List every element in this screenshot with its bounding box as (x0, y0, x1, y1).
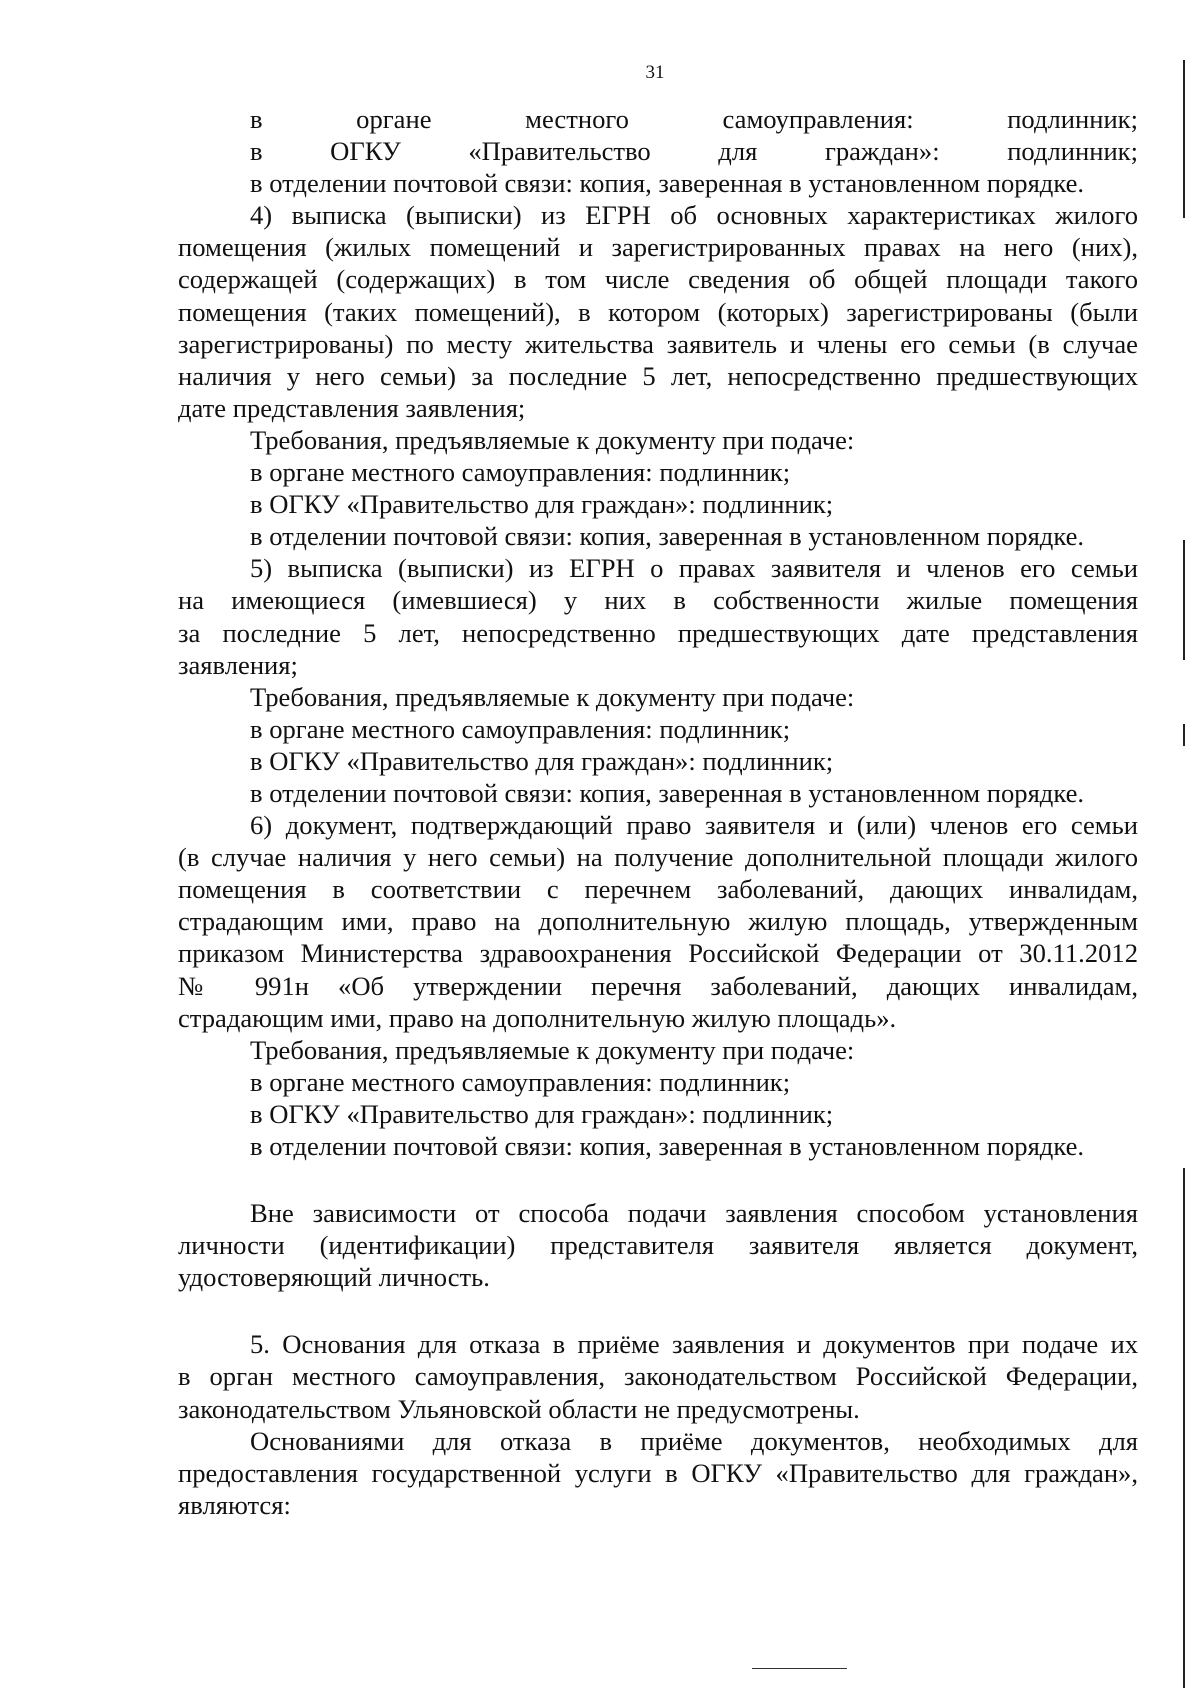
text-line: дате представления заявления; (178, 392, 526, 423)
text-line: в ОГКУ «Правительство для граждан»: подлинник; (250, 745, 834, 776)
text-line: за последние 5 лет, непосредственно предшествующих дате представления (178, 617, 1138, 648)
text-line: помещения (жилых помещений и зарегистрированных правах на него (них), (178, 232, 1138, 263)
text-line: помещения (таких помещений), в котором (которых) зарегистрированы (были (178, 296, 1138, 327)
scan-edge-line (1183, 1168, 1185, 1688)
text-line: в ОГКУ «Правительство для граждан»: подлинник; (250, 489, 834, 520)
text-line: являются: (178, 1489, 291, 1520)
paragraph-spacer (178, 1162, 1138, 1197)
document-body (178, 103, 1138, 1521)
text-line: содержащей (содержащих) в том числе сведения об общей площади такого (178, 264, 1138, 295)
text-line: в отделении почтовой связи: копия, заверенная в установленном порядке. (250, 1131, 1085, 1161)
text-line: в орган местного самоуправления, законодательством Российской Федерации, (178, 1361, 1138, 1392)
text-line: Вне зависимости от способа подачи заявления способом установления (250, 1198, 1138, 1229)
text-line: в органе местного самоуправления: подлинник; (250, 457, 791, 488)
scan-edge-line (1183, 60, 1185, 218)
scan-edge-line (1183, 540, 1185, 660)
scan-edge-line (1183, 724, 1185, 746)
text-line: предоставления государственной услуги в ОГКУ «Правительство для граждан», (178, 1457, 1138, 1488)
text-line: страдающим ими, право на дополнительную жилую площадь, утвержденным (178, 906, 1138, 937)
text-line: в ОГКУ «Правительство для граждан»: подлинник; (250, 1098, 834, 1129)
text-line: зарегистрированы) по месту жительства заявитель и члены его семьи (в случае (178, 328, 1138, 359)
text-line: в ОГКУ «Правительство для граждан»: подлинник; (250, 136, 1138, 167)
text-line: в органе местного самоуправления: подлинник; (250, 1066, 791, 1097)
text-line: страдающим ими, право на дополнительную жилую площадь». (178, 1002, 897, 1033)
text-line: 4) выписка (выписки) из ЕГРН об основных характеристиках жилого (250, 200, 1138, 231)
text-line: в органе местного самоуправления: подлинник; (250, 713, 791, 744)
text-line: Основаниями для отказа в приёме документов, необходимых для (250, 1425, 1138, 1456)
text-line: приказом Министерства здравоохранения Российской Федерации от 30.11.2012 (178, 938, 1138, 969)
text-line: № 991н «Об утверждении перечня заболеваний, дающих инвалидам, (178, 970, 1138, 1001)
text-line: Требования, предъявляемые к документу при подаче: (250, 424, 855, 455)
text-line: Требования, предъявляемые к документу при подаче: (250, 1034, 855, 1065)
text-line: (в случае наличия у него семьи) на получение дополнительной площади жилого (178, 842, 1138, 873)
text-line: в органе местного самоуправления: подлинник; (250, 104, 1138, 134)
text-line: на имеющиеся (имевшиеся) у них в собственности жилые помещения (178, 585, 1138, 616)
text-line: в отделении почтовой связи: копия, заверенная в установленном порядке. (250, 777, 1085, 808)
text-line: 5. Основания для отказа в приёме заявления и документов при подаче их (250, 1329, 1138, 1360)
text-line: в отделении почтовой связи: копия, заверенная в установленном порядке. (250, 521, 1085, 552)
text-line: личности (идентификации) представителя заявителя является документ, (178, 1230, 1138, 1261)
text-line: Требования, предъявляемые к документу при подаче: (250, 681, 855, 712)
text-line: удостоверяющий личность. (178, 1262, 490, 1293)
page-number: 31 (645, 62, 665, 83)
paragraph-spacer (178, 1293, 1138, 1328)
footer-rule (752, 1668, 847, 1669)
text-line: 6) документ, подтверждающий право заявителя и (или) членов его семьи (250, 810, 1138, 841)
text-line: законодательством Ульяновской области не предусмотрены. (178, 1393, 860, 1424)
text-line: заявления; (178, 649, 298, 680)
text-line: 5) выписка (выписки) из ЕГРН о правах заявителя и членов его семьи (250, 553, 1138, 584)
text-line: наличия у него семьи) за последние 5 лет, непосредственно предшествующих (178, 360, 1138, 391)
text-line: помещения в соответствии с перечнем заболеваний, дающих инвалидам, (178, 874, 1138, 905)
text-line: в отделении почтовой связи: копия, заверенная в установленном порядке. (250, 168, 1085, 199)
